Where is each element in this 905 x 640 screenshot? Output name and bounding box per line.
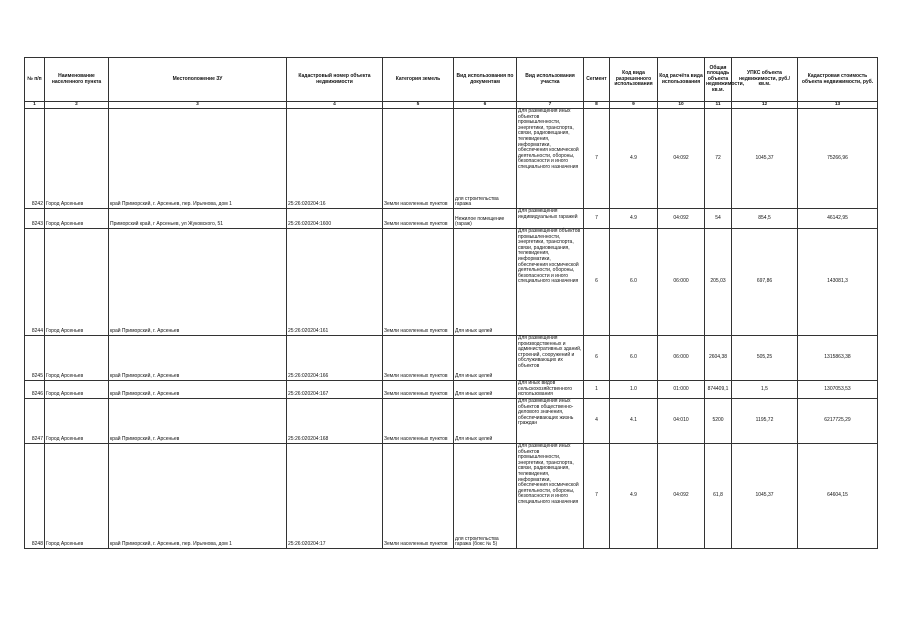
- table-row: [25, 336, 878, 381]
- segment: 7: [584, 444, 610, 549]
- total-area: 72: [705, 109, 732, 209]
- header-cell: Наименование населенного пункта: [45, 58, 109, 102]
- upks-value: 1,5: [732, 381, 798, 399]
- row-number: 8248: [25, 444, 45, 549]
- header-cell: Вид использования участка: [517, 58, 584, 102]
- calculation-code: 01:000: [658, 381, 705, 399]
- land-location: край Приморский, г. Арсеньев: [109, 336, 287, 381]
- permitted-use-code: 6.0: [610, 229, 658, 336]
- land-location: край Приморский, г. Арсеньев, пер. Ирьянова, дом 1: [109, 444, 287, 549]
- segment: 4: [584, 399, 610, 444]
- column-number: 12: [732, 102, 798, 109]
- land-category: Земли населенных пунктов: [383, 209, 454, 229]
- header-cell: Местоположение ЗУ: [109, 58, 287, 102]
- settlement-name: Город Арсеньев: [45, 229, 109, 336]
- plot-use: Для размещения индивидуальных гаражей: [517, 209, 584, 229]
- calculation-code: 04:092: [658, 109, 705, 209]
- cadastral-number: 25:26:020204:1600: [287, 209, 383, 229]
- plot-use: Для размещения иных объектов общественно-делового значения, обеспечивающих жизнь граждан: [517, 399, 584, 444]
- table-row: [25, 229, 878, 336]
- header-cell: Сегмент: [584, 58, 610, 102]
- column-number: 13: [798, 102, 878, 109]
- cadastral-value: 46142,95: [798, 209, 878, 229]
- total-area: 5200: [705, 399, 732, 444]
- land-category: Земли населенных пунктов: [383, 399, 454, 444]
- settlement-name: Город Арсеньев: [45, 444, 109, 549]
- table-row: [25, 399, 878, 444]
- cadastral-number: 25:26:020204:16: [287, 109, 383, 209]
- segment: 7: [584, 209, 610, 229]
- column-number: 10: [658, 102, 705, 109]
- segment: 1: [584, 381, 610, 399]
- document-use: Для иных целей: [454, 336, 517, 381]
- permitted-use-code: 4.9: [610, 444, 658, 549]
- land-category: Земли населенных пунктов: [383, 336, 454, 381]
- settlement-name: Город Арсеньев: [45, 209, 109, 229]
- calculation-code: 04:092: [658, 444, 705, 549]
- land-location: край Приморский, г. Арсеньев: [109, 229, 287, 336]
- cadastral-number: 25:26:020204:161: [287, 229, 383, 336]
- header-cell: Вид использования по документам: [454, 58, 517, 102]
- header-cell: Код вида разрешенного использования: [610, 58, 658, 102]
- cadastral-number: 25:26:020204:167: [287, 381, 383, 399]
- total-area: 2604,38: [705, 336, 732, 381]
- calculation-code: 06:000: [658, 229, 705, 336]
- settlement-name: Город Арсеньев: [45, 109, 109, 209]
- permitted-use-code: 6.0: [610, 336, 658, 381]
- row-number: 8245: [25, 336, 45, 381]
- column-number: 11: [705, 102, 732, 109]
- cadastral-number: 25:26:020204:166: [287, 336, 383, 381]
- plot-use: Для размещения иных объектов промышленности, энергетики, транспорта, связи, радиовещания, телевидения, информатики, обеспечения космической деятельности, обороны, безопасности и иного специального назначения: [517, 109, 584, 209]
- settlement-name: Город Арсеньев: [45, 381, 109, 399]
- calculation-code: 04:010: [658, 399, 705, 444]
- calculation-code: 06:000: [658, 336, 705, 381]
- header-cell: Категория земель: [383, 58, 454, 102]
- plot-use: Для размещения иных объектов промышленности, энергетики, транспорта, связи, радиовещания, телевидения, информатики, обеспечения космической деятельности, обороны, безопасности и иного специального назначения: [517, 444, 584, 549]
- segment: 6: [584, 229, 610, 336]
- land-category: Земли населенных пунктов: [383, 229, 454, 336]
- upks-value: 505,25: [732, 336, 798, 381]
- header-row: [25, 58, 878, 102]
- land-location: Приморский край, г Арсеньев, ул Жуковского, 51: [109, 209, 287, 229]
- total-area: 61,8: [705, 444, 732, 549]
- upks-value: 697,86: [732, 229, 798, 336]
- upks-value: 1045,37: [732, 109, 798, 209]
- cadastral-valuation-table: [24, 57, 878, 549]
- upks-value: 1195,72: [732, 399, 798, 444]
- column-number: 5: [383, 102, 454, 109]
- calculation-code: 04:092: [658, 209, 705, 229]
- cadastral-number: 25:26:020204:168: [287, 399, 383, 444]
- header-cell: Код расчёта вида использования: [658, 58, 705, 102]
- table-row: [25, 381, 878, 399]
- total-area: 874409,1: [705, 381, 732, 399]
- cadastral-number: 25:26:020204:17: [287, 444, 383, 549]
- cadastral-value: 1307053,53: [798, 381, 878, 399]
- column-number: 1: [25, 102, 45, 109]
- table-row: [25, 209, 878, 229]
- upks-value: 854,5: [732, 209, 798, 229]
- row-number: 8242: [25, 109, 45, 209]
- header-cell: № п/п: [25, 58, 45, 102]
- segment: 7: [584, 109, 610, 209]
- column-number: 2: [45, 102, 109, 109]
- settlement-name: Город Арсеньев: [45, 336, 109, 381]
- total-area: 54: [705, 209, 732, 229]
- plot-use: Для иных видов сельскохозяйственного использования: [517, 381, 584, 399]
- permitted-use-code: 1.0: [610, 381, 658, 399]
- header-cell: Общая площадь объекта недвижимости, кв.м.: [705, 58, 732, 102]
- upks-value: 1045,37: [732, 444, 798, 549]
- table-row: [25, 444, 878, 549]
- table-row: [25, 109, 878, 209]
- row-number: 8246: [25, 381, 45, 399]
- document-use: для строительства гаража: [454, 109, 517, 209]
- header-cell: УПКС объекта недвижимости, руб./кв.м.: [732, 58, 798, 102]
- header-cell: Кадастровый номер объекта недвижимости: [287, 58, 383, 102]
- settlement-name: Город Арсеньев: [45, 399, 109, 444]
- cadastral-value: 143081,3: [798, 229, 878, 336]
- plot-use: Для размещения производственных и административных зданий, строений, сооружений и обслуживающих их объектов: [517, 336, 584, 381]
- row-number: 8243: [25, 209, 45, 229]
- document-use: Для иных целей: [454, 381, 517, 399]
- total-area: 205,03: [705, 229, 732, 336]
- column-number: 9: [610, 102, 658, 109]
- cadastral-value: 75266,96: [798, 109, 878, 209]
- plot-use: Для размещения объектов промышленности, энергетики, транспорта, связи, радиовещания, телевидения, информатики, обеспечения космической деятельности, обороны, безопасности и иного специального назначения: [517, 229, 584, 336]
- land-location: край Приморский, г. Арсеньев: [109, 399, 287, 444]
- column-number: 4: [287, 102, 383, 109]
- column-number: 6: [454, 102, 517, 109]
- document-use: Для иных целей: [454, 229, 517, 336]
- row-number: 8247: [25, 399, 45, 444]
- row-number: 8244: [25, 229, 45, 336]
- column-number-row: [25, 102, 878, 109]
- cadastral-value: 1315863,38: [798, 336, 878, 381]
- column-number: 7: [517, 102, 584, 109]
- cadastral-value: 6217725,29: [798, 399, 878, 444]
- land-category: Земли населенных пунктов: [383, 381, 454, 399]
- document-use: для строительства гаража (бокс № 5): [454, 444, 517, 549]
- permitted-use-code: 4.9: [610, 109, 658, 209]
- permitted-use-code: 4.9: [610, 209, 658, 229]
- cadastral-value: 64604,15: [798, 444, 878, 549]
- header-cell: Кадастровая стоимость объекта недвижимости, руб.: [798, 58, 878, 102]
- document-use: Для иных целей: [454, 399, 517, 444]
- land-location: край Приморский, г. Арсеньев, пер. Ирьянова, дом 1: [109, 109, 287, 209]
- document-use: Нежилое помещение (гараж): [454, 209, 517, 229]
- column-number: 8: [584, 102, 610, 109]
- permitted-use-code: 4.1: [610, 399, 658, 444]
- segment: 6: [584, 336, 610, 381]
- column-number: 3: [109, 102, 287, 109]
- land-category: Земли населенных пунктов: [383, 109, 454, 209]
- land-location: край Приморский, г. Арсеньев: [109, 381, 287, 399]
- land-category: Земли населенных пунктов: [383, 444, 454, 549]
